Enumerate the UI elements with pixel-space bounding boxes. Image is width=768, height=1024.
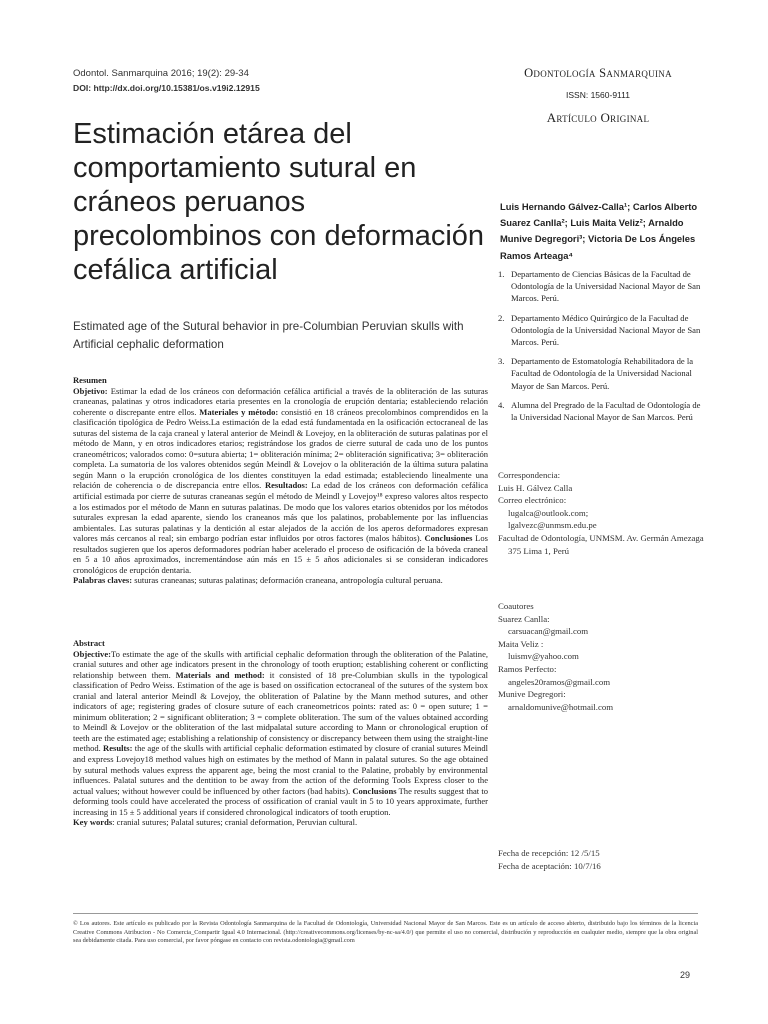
materials-label: Materials and method:: [175, 669, 265, 680]
coauthor-name: Ramos Perfecto:: [498, 663, 557, 674]
key-words: [73, 817, 488, 828]
affiliation-2: [498, 312, 708, 349]
keywords-label: Key words: [73, 817, 113, 828]
journal-name: Odontología Sanmarquina: [524, 66, 672, 80]
license-notice: © Los autores. Este artículo es publicado por la Revista Odontología Sanmarquina de la Facultad de Odontología, Universidad Nacional Mayor de San Marcos. Este es un artículo de acceso abierto, distribuido bajo los términos de la licencia Creative Commons Atribucion - No Comercia_Compartir Igual 4.0 Internacional. (http://creativecommons.org/licenses/by-nc-sa/4.0/) que permite el uso no comercial, distribución y reproducción en cualquier medio, siempre que la obra original sea debidamente citada. Para uso comercial, por favor póngase en contacto con revista.odontologia@gmail.com: [73, 920, 698, 945]
article-subtitle: Estimated age of the Sutural behavior in pre-Columbian Peruvian skulls with Artificial cephalic deformation: [73, 320, 464, 351]
objective-label: Objective:: [73, 648, 111, 659]
keywords-label: Palabras claves:: [73, 575, 133, 586]
correspondence: [498, 469, 708, 557]
materials-text: it consisted of 18 pre-Columbian skulls in the typological classification of Pedro Weiss. Estimation of the age is based on ossification ectocraneal of the sutures of the system box cranial and lateral anterior Meindl & Lovejoy, the obliteration of Palatine by the Mann method sutures, and other indicators of age; registering grades of closure suture of each craneometricos points: rated as: 0 = open suture; 1 = minimum obliteration; 2 = significant obliteration; 3 = complete obliteration. The sum of the values obtained according to Meindl & Lovejov or the obliteration of the last midpalatal suture according to Mann or chronological eruption of teeth are the estimated age; establishing a relationship of consistency or discrepancy between them using the straight-line method.: [73, 669, 488, 754]
resumen-body: [73, 386, 488, 576]
objective-text: To estimate the age of the skulls with artificial cephalic deformation through the obliteration of the Palatine, cranial sutures and other age indicators present in the chronology of tooth eruption; establishing coherent or conflicting relationship between them.: [73, 648, 488, 680]
results-label: Results:: [103, 743, 133, 754]
author-list: Luis Hernando Gálvez-Calla¹; Carlos Alberto Suarez Canlla²; Luis Maita Veliz²; Arnaldo Munive Degregori³; Victoria De Los Ángeles Ramos Arteaga⁴: [500, 201, 698, 261]
footer-divider: [73, 913, 698, 914]
objetivo-text: Estimar la edad de los cráneos con deformación cefálica artificial a través de la obliteración de las suturas craneanas, palatinas y otros indicadores etaria presentes en la cronología de erupción dentaria; estableciendo relación coherente o discrepante entre ellos.: [73, 385, 488, 417]
issn: ISSN: 1560-9111: [566, 90, 630, 100]
coauthors-label: Coautores: [498, 601, 534, 611]
received-date: Fecha de recepción: 12 /5/15: [498, 848, 600, 858]
abstract-heading: Abstract: [73, 638, 105, 648]
page-number: 29: [680, 970, 691, 980]
email-link[interactable]: lugalca@outlook.com;: [508, 507, 589, 518]
conclusions-label: Conclusions: [352, 785, 397, 796]
article-type: Artículo Original: [546, 110, 650, 125]
conclusiones-label: Conclusiones: [424, 533, 473, 544]
affiliation-number: 3.: [498, 356, 505, 367]
journal-brand: [498, 66, 698, 126]
resumen-section: [73, 375, 488, 586]
conclusiones-text: Los resultados sugieren que los aperos deformadores podrían haber acelerado el proceso de osificación de la bóveda craneal en 5 a 10 años aproximados, incrementándose aún más en 15 ± 5 años adicionales si se consideran indicadores cronológicos de erupción dentaria.: [73, 533, 488, 575]
affiliation-number: 4.: [498, 399, 505, 410]
article-dates: [498, 847, 708, 872]
palabras-claves: [73, 575, 488, 586]
email-label: Correo electrónico:: [498, 495, 567, 506]
coauthor-email[interactable]: carsuacan@gmail.com: [508, 626, 589, 637]
abstract-body: [73, 649, 488, 818]
affiliation-number: 2.: [498, 312, 505, 323]
results-text: the age of the skulls with artificial cephalic deformation estimated by closure of cranial sutures Meindl and express Lovejoy18 method values high on estimates by the method of Mann in palatal sutures. So the age obtained by sutural methods values express the apparent age, being the most cranial to the Palatine, probably by environmental influences. Palatal sutures and the dentition to be away from the action of the deforming Tools Express closer to the actual values; without however could be influenced by other factors (bad habits).: [73, 743, 488, 796]
resultados-text: La edad de los cráneos con deformación cefálica artificial estimada por cierre de suturas craneanas según el método de Meindl y Lovejoy¹⁸ expreso valores altos respecto a los estimados por el método de Mann en suturas palatinas. De modo que los valores etarios obtenidos por los métodos suturales expresan la edad aparente, siendo los craneanos más que los palatinos, probablemente por las influencias ambientales. Las suturas palatinas y la dentición al estar alejados de la acción de los aperos deformadores expresan valores más cercanos al real; sin embargo podrían estar influidos por otros factores (malos hábitos).: [73, 480, 488, 544]
affiliation-text: Departamento de Ciencias Básicas de la Facultad de Odontología de la Universidad Nacional Mayor de San Marcos. Perú.: [511, 269, 701, 304]
resultados-label: Resultados:: [264, 480, 308, 491]
coauthor-name: Munive Degregori:: [498, 689, 566, 700]
coauthor-name: Suarez Canlla:: [498, 613, 550, 624]
correspondence-name: Luis H. Gálvez Calla: [498, 482, 573, 493]
coauthor-email[interactable]: arnaldomunive@hotmail.com: [508, 701, 614, 712]
affiliation-number: 1.: [498, 269, 505, 279]
abstract-section: [73, 638, 488, 828]
affiliation-4: [498, 399, 708, 423]
keywords-text: suturas craneanas; suturas palatinas; deformación craneana, antropología cultural peruana.: [132, 575, 443, 586]
keywords-text: : cranial sutures; Palatal sutures; cranial deformation, Peruvian cultural.: [112, 817, 358, 828]
coauthor-email[interactable]: angeles20ramos@gmail.com: [508, 676, 611, 687]
affiliation-text: Departamento Médico Quirúrgico de la Facultad de Odontología de la Universidad Nacional Mayor de San Marcos. Perú.: [511, 312, 701, 348]
email-link[interactable]: lgalvezc@unmsm.edu.pe: [508, 520, 597, 531]
affiliation-3: [498, 355, 708, 392]
correspondence-label: Correspondencia:: [498, 470, 561, 480]
coauthors: [498, 600, 708, 713]
conclusions-text: The results suggest that to deforming tools could have accelerated the process of ossification of cranial vault in 5 to 10 years approximate, further increasing in 15 ± 5 additional years if considered chronological indicators of tooth eruption.: [73, 785, 488, 817]
correspondence-address: Facultad de Odontología, UNMSM. Av. Germán Amezaga 375 Lima 1, Perú: [498, 532, 704, 556]
affiliation-1: [498, 268, 708, 305]
affiliations: [498, 268, 708, 430]
objetivo-label: Objetivo:: [73, 385, 108, 396]
affiliation-text: Alumna del Pregrado de la Facultad de Odontología de la Universidad Nacional Mayor de San Marcos. Perú: [511, 399, 701, 423]
journal-reference: [73, 67, 260, 95]
resumen-heading: Resumen: [73, 375, 107, 385]
accepted-date: Fecha de aceptación: 10/7/16: [498, 860, 601, 871]
coauthor-email[interactable]: luismv@yahoo.com: [508, 651, 579, 662]
article-title: Estimación etárea del comportamiento sutural en cráneos peruanos precolombinos con deformación cefálica artificial: [73, 118, 485, 286]
materiales-label: Materiales y método:: [199, 406, 279, 417]
affiliation-text: Departamento de Estomatología Rehabilitadora de la Facultad de Odontología de la Universidad Nacional Mayor de San Marcos. Perú.: [511, 356, 694, 391]
materiales-text: consistió en 18 cráneos precolombinos comprendidos en la clasificación tipológica de Pedro Weiss.La estimación de la edad está fundamentada en la osificación ectocraneal de las suturas del sistema de la caja craneal y lateral anterior de Meindl & Lovejoy, en la obliteración de suturas palatinas por el método de Mann, y en otros indicadores etarios; registrándose los grados de cierre sutural de cada uno de los puntos craneométricos; valorados como: 0=sutura abierta; 1= obliteración mínima; 2= obliteración significativa; 3= obliteración completa. La sumatoria de los valores obtenidos según Meindl & Lovejov o la obliteración de la última sutura palatina según Mann o la erupción cronológica de los dientes constituyen la edad estimada; estableciendo linealmente una relación de coherencia o de discrepancia entre ellos.: [73, 406, 488, 491]
coauthor-name: Maita Veliz :: [498, 638, 544, 649]
doi-link[interactable]: DOI: http://dx.doi.org/10.15381/os.v19i2.12915: [73, 83, 260, 93]
citation: Odontol. Sanmarquina 2016; 19(2): 29-34: [73, 68, 249, 79]
